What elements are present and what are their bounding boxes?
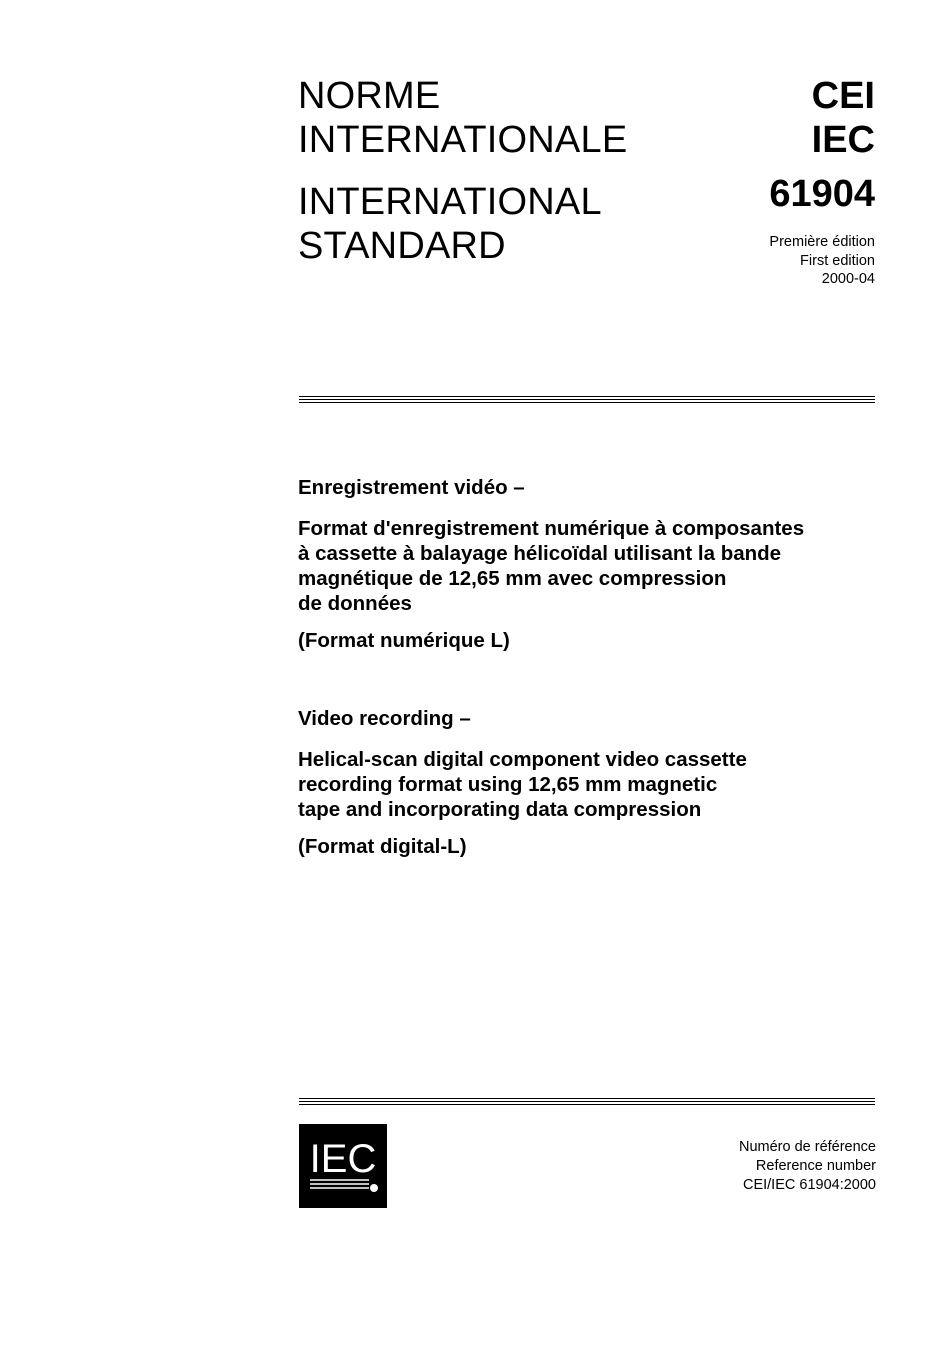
title-fr-line2: INTERNATIONALE (298, 119, 628, 161)
title-fr-line1: NORME (298, 75, 441, 117)
title-french (298, 74, 627, 162)
reference-block (739, 1138, 876, 1195)
english-body-line3: tape and incorporating data compression (298, 798, 702, 821)
french-body-line3: magnétique de 12,65 mm avec compression (298, 567, 727, 590)
french-heading: Enregistrement vidéo – (298, 476, 525, 499)
english-body (298, 747, 747, 822)
iec-logo-icon (299, 1124, 387, 1208)
english-format: (Format digital-L) (298, 835, 467, 858)
iec-logo-text: IEC (309, 1137, 377, 1181)
iec-logo (299, 1124, 387, 1208)
french-body-line2: à cassette à balayage hélicoïdal utilisant la bande (298, 542, 782, 565)
top-rule (299, 396, 875, 405)
ref-en: Reference number (755, 1158, 876, 1174)
edition-date: 2000-04 (821, 271, 875, 287)
code-cei: CEI (811, 75, 875, 117)
standard-number: 61904 (769, 173, 875, 215)
edition-info (769, 233, 875, 289)
ref-fr: Numéro de référence (738, 1139, 876, 1155)
english-body-line2: recording format using 12,65 mm magnetic (298, 773, 718, 796)
code-iec: IEC (811, 119, 875, 161)
french-body (298, 516, 804, 616)
english-body-line1: Helical-scan digital component video cassette (298, 748, 747, 771)
edition-fr: Première édition (769, 234, 875, 250)
french-body-line1: Format d'enregistrement numérique à composantes (298, 517, 805, 540)
title-en-line1: INTERNATIONAL (298, 181, 602, 223)
edition-en: First edition (800, 252, 875, 269)
french-format: (Format numérique L) (298, 629, 510, 652)
title-english (298, 180, 602, 268)
title-en-line2: STANDARD (298, 225, 506, 267)
ref-number: CEI/IEC 61904:2000 (742, 1177, 876, 1193)
french-body-line4: de données (298, 592, 412, 615)
english-heading: Video recording – (298, 707, 471, 730)
bottom-rule (299, 1098, 875, 1107)
standard-codes (812, 74, 875, 162)
